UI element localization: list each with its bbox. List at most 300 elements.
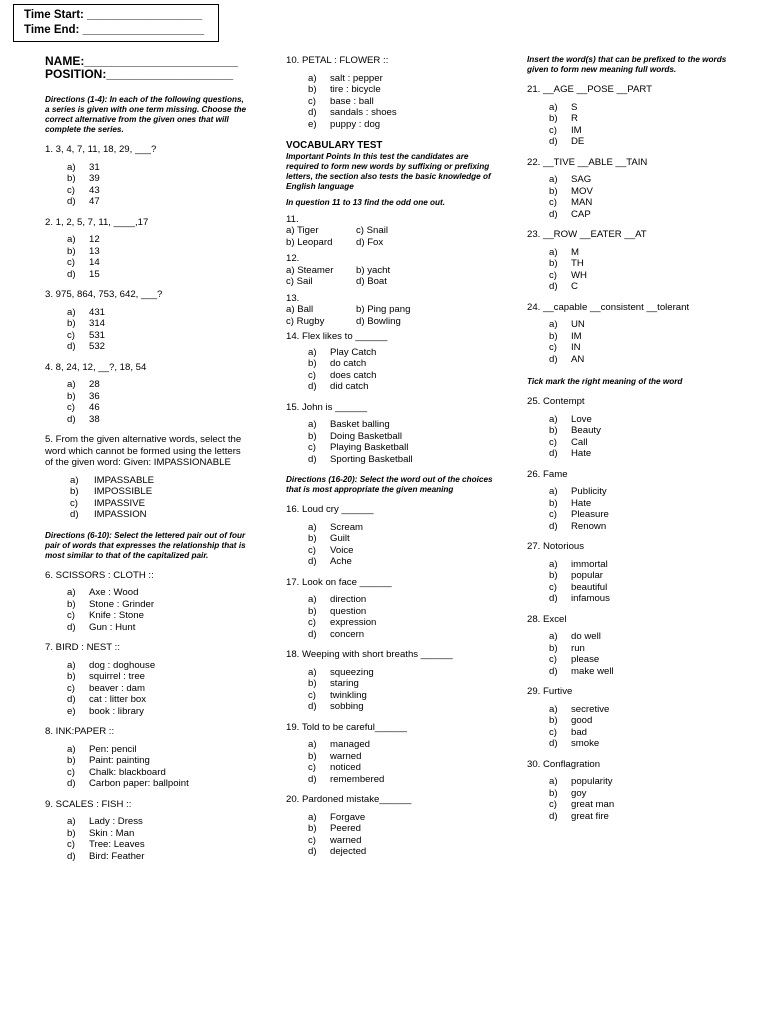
- option-letter: b): [308, 823, 317, 834]
- answer-option[interactable]: [527, 788, 749, 800]
- answer-option[interactable]: [527, 654, 749, 666]
- answer-option[interactable]: [45, 671, 250, 683]
- option-list: [527, 704, 749, 750]
- answer-option[interactable]: [286, 678, 496, 690]
- answer-option[interactable]: [527, 174, 749, 186]
- answer-option[interactable]: [45, 610, 250, 622]
- answer-option[interactable]: [527, 437, 749, 449]
- option-letter: d): [308, 701, 317, 712]
- option-text: 13: [89, 245, 100, 257]
- option-letter: a): [549, 703, 558, 715]
- option-text: 28: [89, 379, 100, 390]
- option-text: Ache: [330, 556, 352, 567]
- question-stem: 20. Pardoned mistake______: [286, 794, 412, 805]
- answer-option[interactable]: [527, 125, 749, 137]
- option-text: bad: [571, 726, 588, 738]
- answer-option[interactable]: [527, 448, 749, 460]
- option-letter: b): [308, 430, 317, 442]
- answer-option[interactable]: [45, 379, 250, 391]
- answer-option[interactable]: [527, 509, 749, 521]
- question-25: [527, 396, 749, 460]
- answer-option[interactable]: [527, 247, 749, 259]
- answer-option[interactable]: [527, 776, 749, 788]
- answer-option[interactable]: a) Tiger: [286, 225, 319, 236]
- question-stem: 5. From the given alternative words, select the word which cannot be formed using the letters of the given word: Given: IMPASSIONABLE: [45, 434, 242, 468]
- option-letter: b): [67, 390, 76, 402]
- option-text: 47: [89, 196, 100, 207]
- answer-option[interactable]: [45, 318, 250, 330]
- option-letter: a): [67, 659, 76, 671]
- option-letter: c): [308, 442, 316, 453]
- option-letter: a): [549, 558, 558, 570]
- option-text: UN: [571, 319, 585, 330]
- option-text: 532: [89, 341, 106, 352]
- option-letter: c): [308, 617, 316, 628]
- name-field[interactable]: NAME:_______________________: [45, 54, 238, 68]
- answer-option[interactable]: d) Bowling: [356, 315, 401, 327]
- option-text: remembered: [330, 773, 385, 785]
- option-letter: a): [67, 379, 76, 390]
- option-text: does catch: [330, 369, 377, 381]
- option-text: smoke: [571, 738, 600, 749]
- option-letter: c): [67, 766, 75, 778]
- option-grid: [286, 225, 496, 248]
- option-list: [286, 73, 496, 131]
- option-letter: c): [549, 436, 557, 448]
- option-text: WH: [571, 269, 587, 281]
- answer-option[interactable]: [286, 739, 496, 751]
- answer-option[interactable]: [45, 744, 250, 756]
- option-letter: a): [549, 246, 558, 258]
- question-stem: 7. BIRD : NEST ::: [45, 642, 120, 653]
- answer-option[interactable]: [527, 559, 749, 571]
- answer-option[interactable]: [286, 667, 496, 679]
- option-text: 531: [89, 329, 106, 341]
- option-text: Knife : Stone: [89, 610, 144, 621]
- answer-option[interactable]: [45, 509, 250, 521]
- answer-option[interactable]: [286, 370, 496, 382]
- answer-option[interactable]: [45, 851, 250, 863]
- answer-option[interactable]: [45, 622, 250, 634]
- answer-option[interactable]: [45, 660, 250, 672]
- option-letter: a): [308, 739, 317, 750]
- question-20: [286, 794, 496, 858]
- option-letter: d): [67, 268, 76, 280]
- option-text: Chalk: blackboard: [89, 766, 166, 778]
- answer-option[interactable]: [286, 751, 496, 763]
- answer-option[interactable]: [286, 96, 496, 108]
- option-letter: b): [549, 258, 558, 269]
- option-letter: c): [549, 197, 557, 208]
- option-text: goy: [571, 787, 587, 799]
- option-text: twinkling: [330, 689, 367, 701]
- option-text: 43: [89, 184, 100, 196]
- option-text: 31: [89, 161, 100, 173]
- answer-option[interactable]: [286, 594, 496, 606]
- option-text: do catch: [330, 358, 367, 369]
- question-6: [45, 570, 250, 634]
- answer-option[interactable]: [286, 533, 496, 545]
- answer-option[interactable]: [527, 270, 749, 282]
- question-stem: 1. 3, 4, 7, 11, 18, 29, ___?: [45, 144, 157, 155]
- question-stem: 16. Loud cry ______: [286, 504, 374, 515]
- answer-option[interactable]: [527, 593, 749, 605]
- answer-option[interactable]: [527, 113, 749, 125]
- option-letter: d): [549, 520, 558, 532]
- option-text: tire : bicycle: [330, 84, 381, 95]
- option-list: [45, 307, 250, 353]
- answer-option[interactable]: [286, 73, 496, 85]
- option-letter: b): [308, 84, 317, 95]
- question-14: [286, 331, 496, 393]
- answer-option[interactable]: [45, 599, 250, 611]
- option-list: [286, 522, 496, 568]
- answer-option[interactable]: [286, 617, 496, 629]
- question-21: [527, 84, 749, 148]
- option-letter: d): [549, 281, 558, 292]
- option-text: popular: [571, 570, 604, 581]
- option-text: Beauty: [571, 425, 601, 436]
- option-letter: a): [308, 346, 317, 358]
- answer-option[interactable]: [527, 319, 749, 331]
- option-letter: d): [549, 353, 558, 365]
- option-letter: d): [308, 628, 317, 640]
- answer-option[interactable]: [45, 498, 250, 510]
- option-list: [45, 587, 250, 633]
- question-28: [527, 614, 749, 678]
- answer-option[interactable]: [527, 258, 749, 270]
- option-letter: a): [308, 666, 317, 678]
- option-grid: [286, 265, 496, 288]
- option-text: squirrel : tree: [89, 671, 145, 682]
- answer-option[interactable]: [286, 347, 496, 359]
- question-stem: 8. INK:PAPER ::: [45, 726, 115, 737]
- option-text: 46: [89, 402, 100, 413]
- answer-option[interactable]: [45, 234, 250, 246]
- question-11: [286, 214, 496, 249]
- question-27: [527, 541, 749, 605]
- answer-option[interactable]: [286, 419, 496, 431]
- option-text: 39: [89, 173, 100, 184]
- answer-option[interactable]: [527, 715, 749, 727]
- option-text: question: [330, 605, 367, 617]
- question-9: [45, 799, 250, 863]
- option-text: IMPASSION: [94, 509, 147, 520]
- answer-option[interactable]: [527, 209, 749, 221]
- option-list: [527, 559, 749, 605]
- question-stem: 2. 1, 2, 5, 7, 11, ____,17: [45, 216, 149, 228]
- answer-option[interactable]: c) Rugby: [286, 315, 325, 327]
- answer-option[interactable]: [286, 762, 496, 774]
- answer-option[interactable]: c) Snail: [356, 225, 388, 236]
- option-text: Bird: Feather: [89, 850, 145, 862]
- answer-option[interactable]: [527, 498, 749, 510]
- answer-option[interactable]: [45, 307, 250, 319]
- option-text: 12: [89, 234, 100, 245]
- option-letter: b): [67, 755, 76, 766]
- option-text: M: [571, 246, 579, 258]
- answer-option[interactable]: [45, 162, 250, 174]
- answer-option[interactable]: [286, 835, 496, 847]
- answer-option[interactable]: [45, 402, 250, 414]
- answer-option[interactable]: [45, 816, 250, 828]
- option-letter: a): [70, 474, 79, 486]
- answer-option[interactable]: [527, 486, 749, 498]
- answer-option[interactable]: [45, 755, 250, 767]
- option-letter: c): [308, 762, 316, 773]
- question-7: [45, 642, 250, 717]
- option-letter: b): [67, 245, 76, 257]
- option-text: Sporting Basketball: [330, 453, 413, 465]
- answer-option[interactable]: [286, 522, 496, 534]
- answer-option[interactable]: [286, 774, 496, 786]
- option-letter: b): [549, 642, 558, 654]
- answer-option[interactable]: [286, 846, 496, 858]
- option-text: 38: [89, 413, 100, 425]
- answer-option[interactable]: [45, 587, 250, 599]
- option-letter: c): [308, 95, 316, 107]
- option-text: squeezing: [330, 666, 374, 678]
- option-list: [45, 162, 250, 208]
- option-text: warned: [330, 750, 362, 762]
- option-text: TH: [571, 258, 584, 269]
- option-text: MOV: [571, 185, 593, 197]
- answer-option[interactable]: [45, 694, 250, 706]
- answer-option[interactable]: [527, 521, 749, 533]
- question-stem: 27. Notorious: [527, 541, 585, 552]
- answer-option[interactable]: [527, 704, 749, 716]
- question-stem: 22. __TIVE __ABLE __TAIN: [527, 156, 648, 168]
- answer-option[interactable]: [45, 173, 250, 185]
- answer-option[interactable]: [286, 556, 496, 568]
- column-3: [527, 55, 749, 822]
- answer-option[interactable]: [286, 823, 496, 835]
- option-letter: a): [67, 161, 76, 173]
- option-text: IMPASSABLE: [94, 474, 155, 486]
- answer-option[interactable]: [45, 414, 250, 426]
- option-letter: a): [67, 306, 76, 318]
- answer-option[interactable]: a) Ball: [286, 304, 314, 315]
- option-text: Basket balling: [330, 419, 390, 430]
- option-text: IM: [571, 124, 582, 136]
- option-letter: d): [67, 341, 76, 352]
- option-letter: b): [67, 671, 76, 682]
- question-stem: 6. SCISSORS : CLOTH ::: [45, 569, 154, 581]
- option-letter: d): [308, 556, 317, 567]
- answer-option[interactable]: [527, 570, 749, 582]
- answer-option[interactable]: [45, 683, 250, 695]
- answer-option[interactable]: [45, 391, 250, 403]
- answer-option[interactable]: [45, 246, 250, 258]
- option-letter: b): [70, 486, 79, 497]
- option-text: base : ball: [330, 95, 374, 107]
- option-text: cat : litter box: [89, 694, 147, 705]
- answer-option[interactable]: [45, 767, 250, 779]
- option-letter: c): [308, 544, 316, 556]
- answer-option[interactable]: [527, 331, 749, 343]
- option-text: Guilt: [330, 533, 350, 544]
- question-19: [286, 722, 496, 786]
- answer-option[interactable]: [527, 799, 749, 811]
- option-letter: d): [70, 509, 79, 520]
- question-22: [527, 157, 749, 221]
- answer-option[interactable]: a) Steamer: [286, 264, 334, 276]
- answer-option[interactable]: [527, 342, 749, 354]
- option-text: Tree: Leaves: [89, 839, 145, 850]
- option-text: puppy : dog: [330, 118, 381, 130]
- answer-option[interactable]: [286, 358, 496, 370]
- option-letter: b): [549, 715, 558, 726]
- answer-option[interactable]: [45, 185, 250, 197]
- answer-option[interactable]: [527, 197, 749, 209]
- option-text: Lady : Dress: [89, 816, 143, 827]
- question-26: [527, 469, 749, 533]
- option-letter: d): [67, 694, 76, 705]
- answer-option[interactable]: b) yacht: [356, 264, 391, 276]
- option-letter: a): [549, 319, 558, 330]
- option-letter: d): [549, 208, 558, 220]
- question-stem: 3. 975, 864, 753, 642, ___?: [45, 289, 163, 300]
- option-letter: b): [549, 185, 558, 197]
- answer-option[interactable]: [527, 102, 749, 114]
- option-text: Scream: [330, 521, 364, 533]
- answer-option[interactable]: [286, 812, 496, 824]
- option-text: do well: [571, 631, 601, 642]
- question-stem: 30. Conflagration: [527, 758, 601, 770]
- answer-option[interactable]: [527, 738, 749, 750]
- option-letter: a): [67, 234, 76, 245]
- option-list: [45, 475, 250, 521]
- time-start-field[interactable]: Time Start: __________________: [24, 9, 203, 21]
- answer-option[interactable]: [286, 690, 496, 702]
- answer-option[interactable]: [286, 431, 496, 443]
- option-text: Doing Basketball: [330, 430, 402, 442]
- answer-option[interactable]: [527, 666, 749, 678]
- answer-option[interactable]: [45, 839, 250, 851]
- option-text: staring: [330, 678, 359, 689]
- answer-option[interactable]: [286, 545, 496, 557]
- answer-option[interactable]: b) Ping pang: [356, 304, 411, 315]
- answer-option[interactable]: [45, 828, 250, 840]
- answer-option[interactable]: [527, 582, 749, 594]
- answer-option[interactable]: [286, 629, 496, 641]
- answer-option[interactable]: [527, 186, 749, 198]
- option-letter: d): [549, 810, 558, 822]
- option-text: Hate: [571, 448, 592, 459]
- option-letter: b): [549, 113, 558, 124]
- directions-21-24: Insert the word(s) that can be prefixed to the words given to form new meaning full words.: [527, 55, 727, 74]
- option-text: infamous: [571, 593, 610, 604]
- option-text: C: [571, 281, 578, 292]
- option-text: please: [571, 654, 600, 665]
- time-end-field[interactable]: Time End: ___________________: [24, 24, 205, 36]
- question-5: [45, 434, 250, 521]
- answer-option[interactable]: [45, 196, 250, 208]
- answer-option[interactable]: [527, 727, 749, 739]
- answer-option[interactable]: [527, 631, 749, 643]
- option-letter: d): [549, 448, 558, 459]
- answer-option[interactable]: [286, 84, 496, 96]
- question-29: [527, 686, 749, 750]
- answer-option[interactable]: [286, 442, 496, 454]
- answer-option[interactable]: d) Boat: [356, 276, 387, 287]
- question-stem: 29. Furtive: [527, 686, 573, 697]
- option-letter: a): [67, 587, 76, 598]
- option-text: 431: [89, 306, 106, 318]
- question-stem: 21. __AGE __POSE __PART: [527, 84, 652, 95]
- option-letter: b): [549, 787, 558, 799]
- option-letter: c): [67, 402, 75, 413]
- option-list: [45, 816, 250, 862]
- option-list: [527, 102, 749, 148]
- option-letter: c): [549, 581, 557, 593]
- answer-option[interactable]: [45, 330, 250, 342]
- option-text: MAN: [571, 197, 593, 208]
- answer-option[interactable]: [286, 119, 496, 131]
- answer-option[interactable]: [286, 381, 496, 393]
- answer-option[interactable]: [527, 811, 749, 823]
- option-text: great man: [571, 799, 615, 810]
- question-number: 11.: [286, 213, 299, 225]
- answer-option[interactable]: [45, 269, 250, 281]
- option-text: AN: [571, 353, 585, 365]
- position-field[interactable]: POSITION:___________________: [45, 67, 234, 81]
- answer-option[interactable]: [45, 475, 250, 487]
- answer-option[interactable]: [527, 414, 749, 426]
- answer-option[interactable]: [527, 425, 749, 437]
- option-text: warned: [330, 834, 362, 846]
- option-letter: c): [70, 497, 78, 509]
- answer-option[interactable]: [527, 281, 749, 293]
- option-list: [527, 319, 749, 365]
- option-letter: d): [67, 413, 76, 425]
- question-stem: 18. Weeping with short breaths ______: [286, 649, 453, 660]
- answer-option[interactable]: [45, 706, 250, 718]
- question-number: 13.: [286, 292, 300, 304]
- question-stem: 25. Contempt: [527, 396, 585, 407]
- option-text: noticed: [330, 762, 361, 773]
- answer-option[interactable]: [527, 136, 749, 148]
- option-text: IM: [571, 330, 582, 342]
- option-text: Playing Basketball: [330, 442, 409, 453]
- answer-option[interactable]: d) Fox: [356, 236, 384, 248]
- answer-option[interactable]: [286, 606, 496, 618]
- option-text: Call: [571, 436, 588, 448]
- question-stem: 24. __capable __consistent __tolerant: [527, 301, 690, 313]
- question-23: [527, 229, 749, 293]
- option-text: Forgave: [330, 811, 366, 823]
- answer-option[interactable]: [45, 257, 250, 269]
- answer-option[interactable]: [45, 778, 250, 790]
- option-text: IMPOSSIBLE: [94, 486, 153, 497]
- option-list: [286, 667, 496, 713]
- answer-option[interactable]: [286, 454, 496, 466]
- option-letter: c): [549, 799, 557, 810]
- answer-option[interactable]: [286, 107, 496, 119]
- answer-option[interactable]: c) Sail: [286, 276, 313, 287]
- option-letter: b): [549, 330, 558, 342]
- question-17: [286, 577, 496, 641]
- answer-option[interactable]: [45, 486, 250, 498]
- answer-option[interactable]: b) Leopard: [286, 236, 333, 248]
- answer-option[interactable]: [45, 341, 250, 353]
- answer-option[interactable]: [527, 643, 749, 655]
- option-letter: b): [549, 425, 558, 436]
- option-text: S: [571, 101, 578, 113]
- answer-option[interactable]: [527, 354, 749, 366]
- option-list: [45, 234, 250, 280]
- answer-option[interactable]: [286, 701, 496, 713]
